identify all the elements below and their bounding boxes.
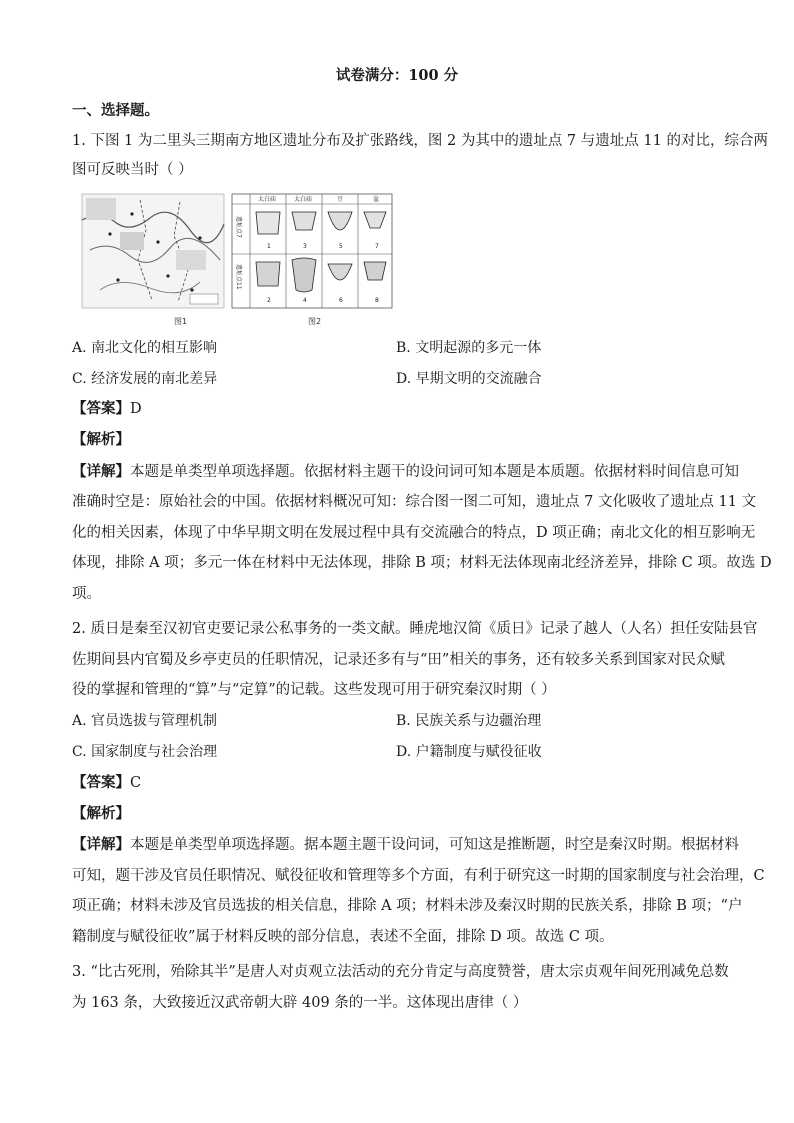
q2-analysis-tag: 【解析】 xyxy=(72,805,130,822)
q1-detail-line3: 化的相关因素，体现了中华早期文明在发展过程中具有交流融合的特点，D 项正确；南北文化的相互影响无 xyxy=(72,525,756,541)
q1-map-figure xyxy=(82,194,224,326)
q2-option-c[interactable]: C. 国家制度与社会治理 xyxy=(72,744,218,760)
q2-detail-line1 xyxy=(72,835,739,855)
fig2-number-5: 5 xyxy=(339,243,343,250)
q1-detail-tag: 【详解】 xyxy=(72,463,130,480)
fig2-header-4: 盆 xyxy=(373,196,380,203)
fig2-header-2: 太白庙 xyxy=(294,196,313,203)
q2-answer xyxy=(72,773,141,793)
q1-detail-line1 xyxy=(72,462,739,482)
q1-stem-line1: 1. 下图 1 为二里头三期南方地区遗址分布及扩张路线，图 2 为其中的遗址点 7 与遗址点 11 的对比，综合两 xyxy=(72,133,768,149)
q2-answer-tag: 【答案】 xyxy=(72,774,130,791)
fig2-number-1: 1 xyxy=(267,243,271,250)
q2-detail-line2: 可知，题干涉及官员任职情况、赋役征收和管理等多个方面，有利于研究这一时期的国家制度与社会治理，C xyxy=(72,868,765,884)
q1-detail-line4: 体现，排除 A 项；多元一体在材料中无法体现，排除 B 项；材料无法体现南北经济差异，排除 C 项。故选 D xyxy=(72,555,772,571)
q1-detail-line2: 准确时空是：原始社会的中国。依据材料概况可知：综合图一图二可知，遗址点 7 文化吸收了遗址点 11 文 xyxy=(72,494,757,510)
q3-stem-line2: 为 163 条，大致接近汉武帝朝大辟 409 条的一半。这体现出唐律（ ） xyxy=(72,995,528,1011)
fig2-number-7: 7 xyxy=(375,243,379,250)
exam-title: 试卷满分：100 分 xyxy=(335,67,459,84)
fig1-caption: 图1 xyxy=(174,317,188,326)
q1-figure xyxy=(80,190,400,330)
fig2-number-2: 2 xyxy=(267,297,271,304)
q2-detail-line4: 籍制度与赋役征收”属于材料反映的部分信息，表述不全面，排除 D 项。故选 C 项。 xyxy=(72,929,614,945)
q2-stem-line1: 2. 质日是秦至汉初官吏要记录公私事务的一类文献。睡虎地汉简《质日》记录了越人（人名）担任安陆县官 xyxy=(72,621,758,637)
q1-answer xyxy=(72,399,142,419)
q1-answer-tag: 【答案】 xyxy=(72,400,130,417)
q2-option-a[interactable]: A. 官员选拔与管理机制 xyxy=(72,713,218,729)
q2-option-b[interactable]: B. 民族关系与边疆治理 xyxy=(396,713,542,729)
q1-option-c[interactable]: C. 经济发展的南北差异 xyxy=(72,371,218,387)
q2-answer-value: C xyxy=(130,775,142,791)
fig2-caption: 图2 xyxy=(308,317,322,326)
q2-detail-line3: 项正确；材料未涉及官员选拔的相关信息，排除 A 项；材料未涉及秦汉时期的民族关系，排除 B 项；“户 xyxy=(72,898,743,914)
fig2-number-8: 8 xyxy=(375,297,379,304)
fig2-row-label-2: 遗址点11 xyxy=(235,264,242,290)
q1-answer-value: D xyxy=(130,401,142,417)
fig2-header-3: 豆 xyxy=(337,196,344,203)
q2-detail-text-1: 本题是单类型单项选择题。据本题主题干设问词，可知这是推断题，时空是秦汉时期。根据材料 xyxy=(130,837,739,853)
fig2-number-6: 6 xyxy=(339,297,343,304)
q1-pottery-table-figure xyxy=(232,194,392,326)
q1-stem-line2: 图可反映当时（ ） xyxy=(72,162,193,178)
q1-option-b[interactable]: B. 文明起源的多元一体 xyxy=(396,340,542,356)
fig2-header-1: 太白庙 xyxy=(258,196,277,203)
q1-option-d[interactable]: D. 早期文明的交流融合 xyxy=(396,371,542,387)
section-heading: 一、选择题。 xyxy=(72,102,159,119)
q1-detail-text-1: 本题是单类型单项选择题。依据材料主题干的设问词可知本题是本质题。依据材料时间信息可知 xyxy=(130,464,739,480)
q3-stem-line1: 3. “比古死刑，殆除其半”是唐人对贞观立法活动的充分肯定与高度赞誉，唐太宗贞观年间死刑减免总数 xyxy=(72,964,729,980)
q1-analysis-tag: 【解析】 xyxy=(72,431,130,448)
q1-detail-line5: 项。 xyxy=(72,586,101,602)
fig2-number-4: 4 xyxy=(303,297,307,304)
q1-option-a[interactable]: A. 南北文化的相互影响 xyxy=(72,340,218,356)
q2-detail-tag: 【详解】 xyxy=(72,836,130,853)
q2-option-d[interactable]: D. 户籍制度与赋役征收 xyxy=(396,744,542,760)
q2-stem-line3: 役的掌握和管理的“算”与“定算”的记载。这些发现可用于研究秦汉时期（ ） xyxy=(72,682,556,698)
fig2-number-3: 3 xyxy=(303,243,307,250)
fig2-row-label-1: 遗址点7 xyxy=(235,216,242,238)
q2-stem-line2: 佐期间县内官蜀及乡亭吏员的任职情况，记录还多有与“田”相关的事务，还有较多关系到国家对民众赋 xyxy=(72,652,725,668)
